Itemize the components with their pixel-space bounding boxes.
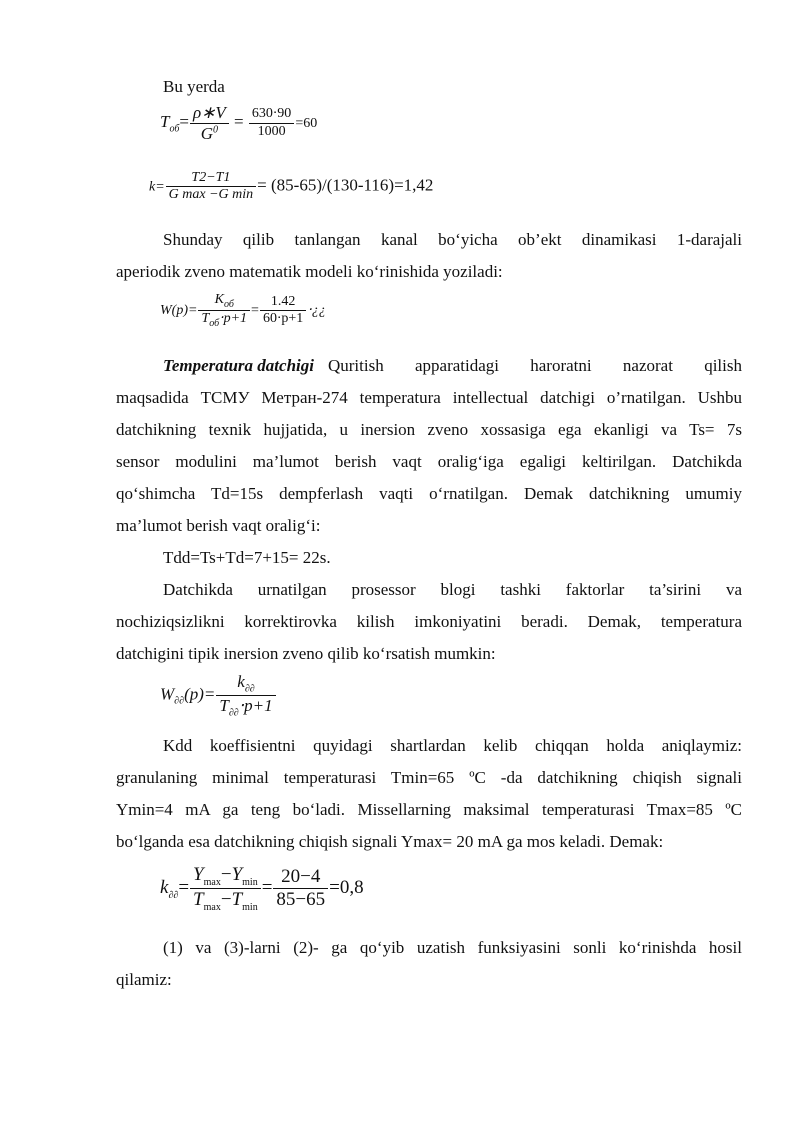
paragraph-line: sensor modulini ma’lumot berish vaqt oralig‘iga egaligi keltirilgan. Datchikda [116,452,742,471]
formula-w [160,292,326,330]
numerator: 630⋅90 [249,106,294,123]
numerator [216,672,275,696]
bold-term: Temperatura datchigi [163,356,314,375]
fraction [166,170,257,203]
expression: ⋅p+1 [219,311,248,327]
numerator: 1.42 [260,294,306,311]
symbol: Y [193,864,204,885]
subscript: ∂∂ [228,707,239,719]
numerator: T2−T1 [166,170,257,187]
formula-k-dd [160,864,364,914]
fraction [198,292,250,330]
denominator [190,124,229,144]
symbol: W(p)= [160,303,198,319]
expression: ⋅¿¿ [307,303,326,319]
fraction [190,864,261,914]
paragraph-line: qo‘shimcha Td=15s dempferlash vaqti o‘rnatilgan. Demak datchikning umumiy [116,484,742,503]
denominator: 85−65 [276,889,326,911]
subscript: ∂∂ [244,683,255,695]
numerator: ρ∗V [190,103,229,124]
formula-w-dd [160,672,277,719]
operator: = [234,111,244,131]
fraction [190,103,229,143]
operator: − [220,889,232,911]
denominator [216,696,275,719]
paragraph-line: nochiziqsizlikni korrektirovka kilish imkoniyatini beradi. Demak, temperatura [116,612,742,631]
superscript: 0 [213,123,218,135]
subscript: об [223,298,234,310]
subscript: min [242,876,258,888]
subscript: min [242,902,258,914]
formula-t-ob [160,103,317,143]
text-line: Bu yerda [163,77,225,96]
subscript: об [209,318,220,330]
symbol: T [201,311,210,327]
paragraph-line: (1) va (3)-larni (2)- ga qo‘yib uzatish funksiyasini sonli ko‘rinishda hosil [163,938,742,957]
subscript: max [203,902,221,914]
operator: = [261,877,273,899]
paragraph-line: Ymin=4 mA ga teng bo‘ladi. Missellarning maksimal temperaturasi Tmax=85 ºC [116,800,742,819]
text-line: Tdd=Ts+Td=7+15= 22s. [163,548,331,567]
paragraph-line: bo‘lganda esa datchikning chiqish signali Ymax= 20 mA ga mos keladi. Demak: [116,832,664,851]
symbol: k [237,672,245,691]
denominator [198,311,250,329]
numerator: 20−4 [273,866,328,889]
subscript: ∂∂ [174,695,185,707]
symbol: T [193,889,204,911]
paragraph-line: aperiodik zveno matematik modeli ko‘rinishida yoziladi: [116,262,503,281]
subscript: ∂∂ [168,889,179,901]
fraction [273,866,328,911]
fraction [260,294,306,327]
symbol: K [214,292,224,307]
paragraph-line: Datchikda urnatilgan prosessor blogi tashki faktorlar ta’sirini va [163,580,742,599]
formula-k [149,170,433,203]
expression: = (85-65)/(130-116)=1,42 [257,175,434,195]
subscript: об [169,123,180,135]
denominator [190,889,261,913]
expression: (p)= [184,684,216,704]
operator: = [178,877,190,899]
operator: = [179,111,189,131]
numerator [190,864,261,889]
denominator: 1000 [257,123,286,139]
paragraph-line: datchigini tipik inersion zveno qilib ko‘rsatish mumkin: [116,644,496,663]
result: =60 [295,115,318,131]
result: =0,8 [329,877,364,899]
symbol: Y [231,864,243,885]
symbol: T [160,111,170,131]
operator: = [251,303,259,319]
fraction [216,672,275,719]
expression: ⋅p+1 [238,695,273,715]
text-run: Quritish apparatidagi haroratni nazorat qilish [327,356,742,375]
symbol: T [231,889,243,911]
symbol: k [160,877,169,899]
symbol: W [160,684,175,704]
paragraph-line: datchikning texnik hujjatida, u inersion zveno xossasiga ega ekanligi va Ts= 7s [116,420,742,439]
paragraph-line: ma’lumot berish vaqt oralig‘i: [116,516,321,535]
paragraph-line [163,356,742,376]
paragraph-line: maqsadida ТСМУ Метран-274 temperatura intellectual datchigi o’rnatilgan. Ushbu [116,388,742,407]
paragraph-line: Kdd koeffisientni quyidagi shartlardan kelib chiqqan holda aniqlaymiz: [163,736,742,755]
subscript: max [203,876,221,888]
denominator: 60⋅p+1 [262,311,304,327]
denominator: G max −G min [168,187,254,203]
symbol: T [219,695,229,715]
paragraph-line: qilamiz: [116,970,172,989]
fraction [249,106,294,139]
numerator [198,292,250,311]
operator: − [220,864,232,885]
paragraph-line: granulaning minimal temperaturasi Tmin=65 ºC -da datchikning chiqish signali [116,768,742,787]
paragraph-line: Shunday qilib tanlangan kanal bo‘yicha ob’ekt dinamikasi 1-darajali [163,230,742,249]
symbol: k= [149,179,165,195]
symbol: G [200,123,213,143]
